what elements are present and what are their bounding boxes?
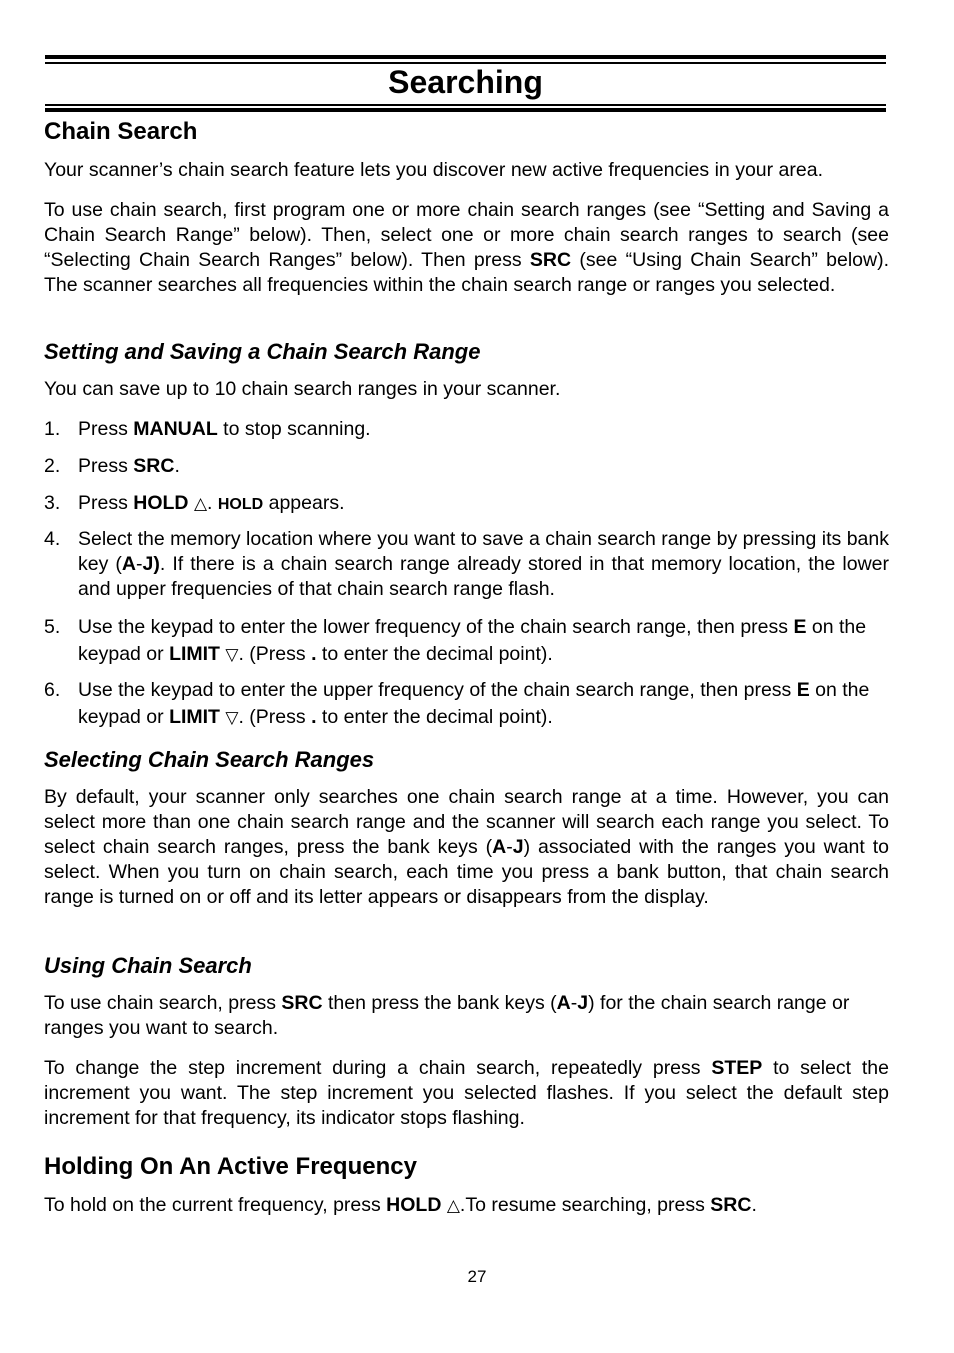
- decimal-key: .: [311, 706, 317, 728]
- src-key: SRC: [710, 1194, 752, 1216]
- limit-key: LIMIT: [169, 643, 220, 665]
- manual-key: MANUAL: [133, 418, 218, 440]
- setting-saving-heading: Setting and Saving a Chain Search Range: [44, 339, 481, 364]
- up-triangle-icon: △: [193, 494, 208, 514]
- holding-body: To hold on the current frequency, press HOLD △.To resume searching, press SRC.: [44, 1194, 757, 1216]
- src-key: SRC: [133, 455, 175, 477]
- title-top-rule-thick: [45, 55, 886, 59]
- e-key: E: [793, 616, 807, 638]
- e-key: E: [796, 679, 810, 701]
- hold-display-indicator: HOLD: [217, 496, 264, 513]
- step-key: STEP: [711, 1057, 763, 1079]
- setting-saving-intro: You can save up to 10 chain search ranges in your scanner.: [44, 378, 561, 400]
- chain-search-heading: Chain Search: [44, 118, 198, 145]
- chain-search-intro: Your scanner’s chain search feature lets you discover new active frequencies in your area.: [44, 159, 823, 181]
- title-bottom-rule-thin: [45, 104, 886, 106]
- using-body-2: To change the step increment during a chain search, repeatedly press STEP to select the increment you want. The step increment you selected flashes. If you select the default step increment for that frequency, its indicator stops flashing.: [44, 1057, 889, 1129]
- page-title: Searching: [388, 64, 543, 100]
- step-6: 6. Use the keypad to enter the upper frequency of the chain search range, then press E on the keypad or LIMIT ▽. (Press . to enter the decimal point).: [44, 679, 870, 728]
- hold-key: HOLD: [133, 492, 189, 514]
- title-bottom-rule-thick: [45, 108, 886, 112]
- selecting-body: By default, your scanner only searches one chain search range at a time. However, you can select more than one chain search range and the scanner will search each range you select. To select chain search ranges, press the bank keys (A-J) associated with the ranges you want to select. When you turn on chain search, each time you press a bank button, that chain search range is turned on or off and its letter appears or disappears from the display.: [44, 786, 889, 908]
- using-body-1: To use chain search, press SRC then press the bank keys (A-J) for the chain search range or ranges you want to search.: [44, 992, 850, 1039]
- step-3: 3. Press HOLD △. HOLD appears.: [44, 492, 345, 514]
- using-heading: Using Chain Search: [44, 953, 252, 978]
- down-triangle-icon: ▽: [225, 708, 239, 728]
- up-triangle-icon: △: [446, 1196, 460, 1216]
- src-key: SRC: [281, 992, 323, 1014]
- page-number: 27: [467, 1267, 487, 1286]
- chain-search-overview: To use chain search, first program one or more chain search ranges (see “Setting and Saving a Chain Search Range” below). Then, select one or more chain search ranges to search (see “Selecting Chain Search Ranges” below). Then press SRC (see “Using Chain Search” below). The scanner searches all frequencies within the chain search range or ranges you selected.: [44, 199, 889, 296]
- step-5: 5. Use the keypad to enter the lower frequency of the chain search range, then press E on the keypad or LIMIT ▽. (Press . to enter the decimal point).: [44, 616, 867, 665]
- hold-key: HOLD: [386, 1194, 442, 1216]
- limit-key: LIMIT: [169, 706, 220, 728]
- step-2: 2. Press SRC.: [44, 455, 180, 477]
- step-1: 1. Press MANUAL to stop scanning.: [44, 418, 371, 440]
- down-triangle-icon: ▽: [225, 645, 239, 665]
- src-key: SRC: [529, 249, 572, 271]
- step-4: 4. Select the memory location where you want to save a chain search range by pressing its bank key (A-J). If there is a chain search range already stored in that memory location, the lower and upper frequencies of that chain search range flash.: [44, 528, 889, 600]
- decimal-key: .: [311, 643, 317, 665]
- holding-heading: Holding On An Active Frequency: [44, 1153, 417, 1180]
- selecting-heading: Selecting Chain Search Ranges: [44, 747, 375, 772]
